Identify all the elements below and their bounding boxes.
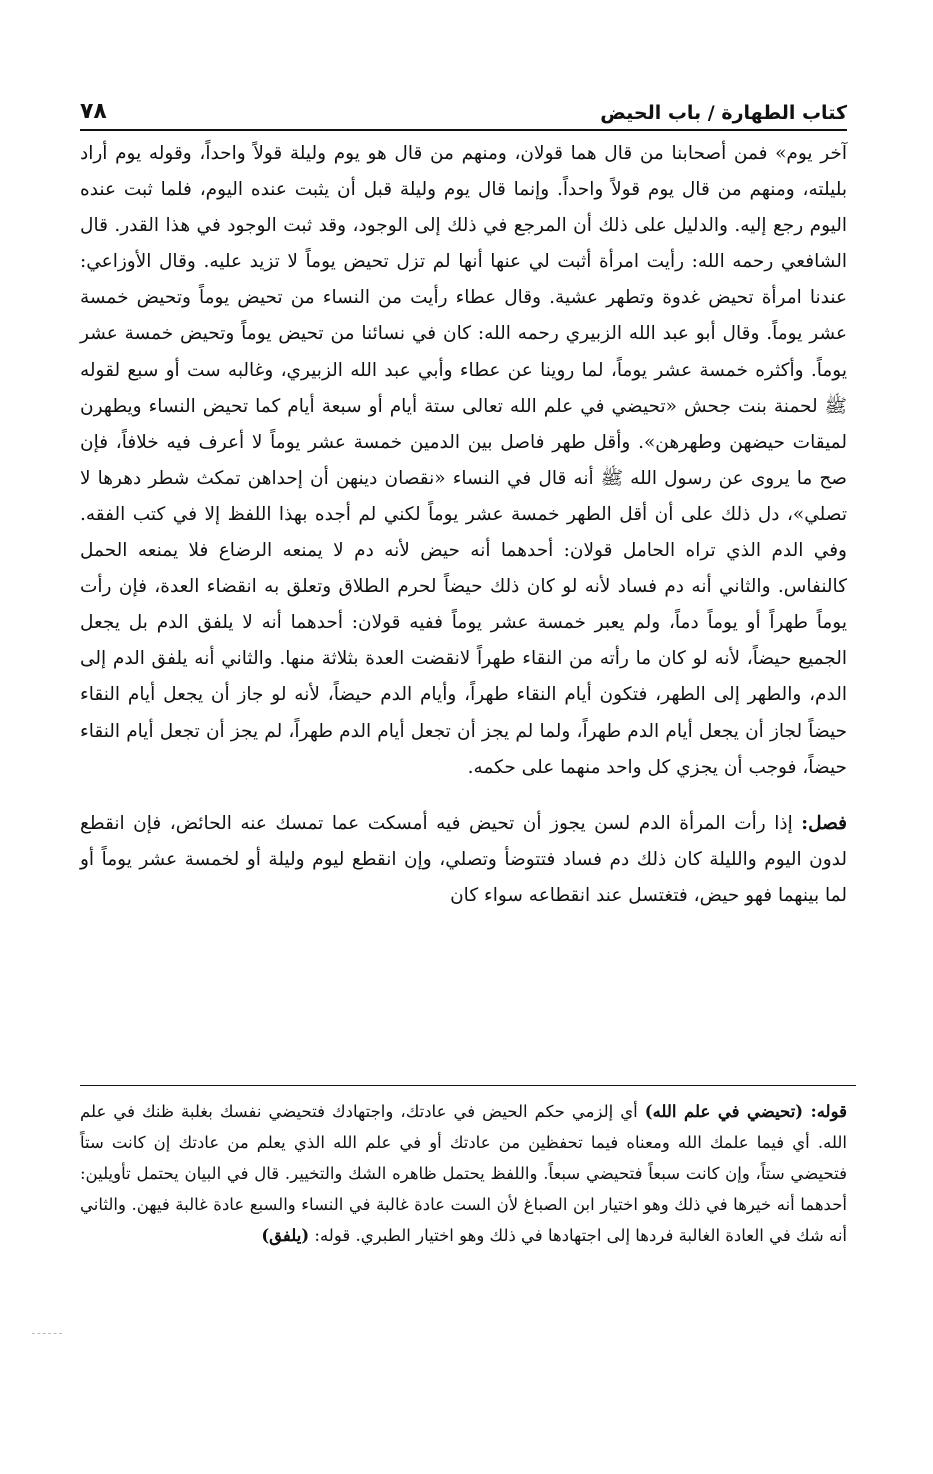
- footnote-divider: [80, 1085, 856, 1086]
- scan-margin-mark: [32, 1333, 62, 1334]
- running-title: كتاب الطهارة / باب الحيض: [600, 102, 847, 124]
- page-header: [80, 84, 847, 131]
- main-text-block: [80, 136, 847, 914]
- section-label: فصل:: [801, 812, 847, 834]
- footnote-lead: قوله: (تحيضي في علم الله): [644, 1102, 847, 1121]
- footnote-paragraph: [80, 1097, 847, 1252]
- footnote-trail: (يلفق): [261, 1225, 310, 1245]
- footnote-text: أي إلزمي حكم الحيض في عادتك، واجتهادك فتحيضي نفسك بغلبة ظنك في علم الله. أي فيما علمك الله ومعناه فيما تحفظين من عادتك أو في علم الله الذي يعلم من عادتك إن كانت ستاً فتحيضي ستاً، وإن كانت سبعاً فتحيضي سبعاً. واللفظ يحتمل ظاهره الشك والتخيير. قال في البيان يحتمل تأويلين: أحدهما أنه خيرها في ذلك وهو اختيار ابن الصباغ لأن الست عادة غالبة في النساء والسبع عادة غالبة فيهن. والثاني أنه شك في العادة الغالبة فردها إلى اجتهادها في ذلك وهو اختيار الطبري. قوله:: [80, 1102, 847, 1245]
- page-number: ٧٨: [80, 99, 107, 124]
- main-paragraph: آخر يوم» فمن أصحابنا من قال هما قولان، ومنهم من قال هو يوم وليلة قولاً واحداً، وقوله يوم أراد بليلته، ومنهم من قال يوم قولاً واحداً. وإنما قال يوم وليلة قبل أن يثبت عنده اليوم، فلما ثبت عنده اليوم رجع إليه. والدليل على ذلك أن المرجع في ذلك إلى الوجود، وقد ثبت الوجود في هذا القدر. قال الشافعي رحمه الله: رأيت امرأة أثبت لي عنها أنها لم تزل تحيض يوماً لا تزيد عليه. وقال الأوزاعي: عندنا امرأة تحيض غدوة وتطهر عشية. وقال عطاء رأيت من النساء من تحيض يوماً وتحيض خمسة عشر يوماً. وقال أبو عبد الله الزبيري رحمه الله: كان في نسائنا من تحيض يوماً وتحيض خمسة عشر يوماً. وأكثره خمسة عشر يوماً، لما روينا عن عطاء وأبي عبد الله الزبيري، وغالبه ست أو سبع لقوله ﷺ لحمنة بنت جحش «تحيضي في علم الله تعالى ستة أيام أو سبعة أيام كما تحيض النساء ويطهرن لميقات حيضهن وطهرهن». وأقل طهر فاصل بين الدمين خمسة عشر يوماً لا أعرف فيه خلافاً، فإن صح ما يروى عن رسول الله ﷺ أنه قال في النساء «نقصان دينهن أن إحداهن تمكث شطر دهرها لا تصلي»، دل ذلك على أن أقل الطهر خمسة عشر يوماً لكني لم أجده بهذا اللفظ إلا في كتب الفقه. وفي الدم الذي تراه الحامل قولان: أحدهما أنه حيض لأنه دم لا يمنعه الرضاع فلا يمنعه الحمل كالنفاس. والثاني أنه دم فساد لأنه لو كان ذلك حيضاً لحرم الطلاق وتعلق به انقضاء العدة، فإن رأت يوماً طهراً أو يوماً دماً، ولم يعبر خمسة عشر يوماً ففيه قولان: أحدهما أنه لا يلفق الدم بل يجعل الجميع حيضاً، لأنه لو كان ما رأته من النقاء طهراً لانقضت العدة بثلاثة منها. والثاني أنه يلفق الدم إلى الدم، والطهر إلى الطهر، فتكون أيام النقاء طهراً، وأيام الدم حيضاً، لأنه لو جاز أن يجعل أيام النقاء حيضاً لجاز أن يجعل أيام الدم طهراً، ولما لم يجز أن تجعل أيام الدم طهراً، لم يجز أن تجعل أيام النقاء حيضاً، فوجب أن يجزي كل واحد منهما على حكمه.: [80, 143, 847, 778]
- section-text: إذا رأت المرأة الدم لسن يجوز أن تحيض فيه أمسكت عما تمسك عنه الحائض، فإن انقطع لدون اليوم والليلة كان ذلك دم فساد فتتوضأ وتصلي، وإن انقطع ليوم وليلة أو لخمسة عشر يوماً أو لما بينهما فهو حيض، فتغتسل عند انقطاعه سواء كان: [80, 812, 847, 906]
- section-paragraph: [80, 806, 847, 914]
- footnote-block: [80, 1097, 847, 1252]
